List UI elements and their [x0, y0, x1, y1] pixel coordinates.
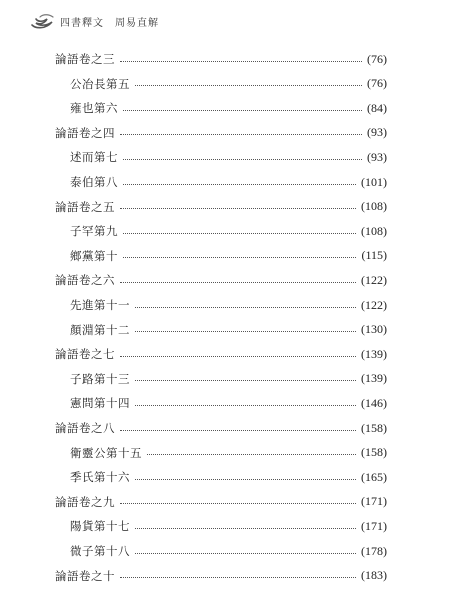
toc-entry-page: (101): [361, 174, 387, 189]
toc-entry-title: 微子第十八: [70, 544, 130, 558]
toc-entry-page: (158): [361, 445, 387, 460]
toc-volume-entry: [55, 50, 387, 68]
toc-entry-title: 公冶長第五: [70, 76, 130, 91]
toc-chapter-entry: [70, 247, 387, 265]
toc-chapter-entry: [70, 517, 387, 535]
toc-entry-page: (115): [361, 248, 387, 263]
toc-entry-page: (171): [361, 494, 387, 509]
toc-entry-title: 先進第十一: [70, 298, 130, 312]
toc-chapter-entry: [70, 99, 387, 117]
dot-leader: [135, 380, 356, 381]
toc-chapter-entry: [70, 75, 387, 93]
toc-entry-page: (122): [361, 272, 387, 287]
toc-entry-title: 論語卷之七: [55, 347, 115, 362]
toc-entry-title: 論語卷之九: [55, 494, 115, 509]
toc-chapter-entry: [70, 148, 387, 166]
toc-entry-title: 子路第十三: [70, 371, 130, 386]
toc-entry-page: (178): [361, 543, 387, 558]
toc-entry-page: (122): [361, 297, 387, 312]
toc-chapter-entry: [70, 222, 387, 240]
toc-entry-title: 論語卷之三: [55, 52, 115, 66]
toc-volume-entry: [55, 419, 387, 437]
dot-leader: [135, 553, 356, 554]
dot-leader: [120, 356, 356, 357]
dot-leader: [135, 307, 356, 308]
toc-entry-title: 衛靈公第十五: [70, 445, 142, 460]
dot-leader: [135, 528, 356, 529]
toc-entry-title: 陽貨第十七: [70, 519, 130, 534]
toc-entry-title: 述而第七: [70, 150, 118, 165]
dot-leader: [120, 430, 356, 431]
toc-entry-page: (108): [361, 223, 387, 238]
dot-leader: [123, 110, 362, 111]
toc-entry-page: (84): [367, 100, 387, 115]
toc-entry-title: 子罕第九: [70, 224, 118, 239]
toc-chapter-entry: [70, 468, 387, 486]
toc-entry-page: (76): [367, 51, 387, 66]
toc-entry-title: 論語卷之六: [55, 273, 115, 288]
toc-entry-title: 季氏第十六: [70, 470, 130, 485]
toc-chapter-entry: [70, 370, 387, 388]
toc-chapter-entry: [70, 444, 387, 462]
toc-entry-title: 論語卷之八: [55, 421, 115, 435]
dot-leader: [120, 503, 356, 504]
toc-entry-page: (158): [361, 420, 387, 435]
toc-entry-title: 顏淵第十二: [70, 322, 130, 337]
toc-entry-title: 泰伯第八: [70, 175, 118, 189]
toc-entry-page: (93): [367, 125, 387, 140]
dot-leader: [120, 208, 356, 209]
toc-entry-page: (130): [361, 322, 387, 337]
page-header: [30, 9, 159, 33]
toc-entry-title: 鄉黨第十: [70, 248, 118, 263]
dot-leader: [135, 331, 356, 332]
dot-leader: [123, 184, 356, 185]
dot-leader: [135, 479, 356, 480]
toc-entry-page: (108): [361, 199, 387, 214]
dot-leader: [135, 405, 356, 406]
toc-entry-title: 論語卷之五: [55, 199, 115, 214]
toc-chapter-entry: [70, 542, 387, 560]
toc-volume-entry: [55, 124, 387, 142]
toc-chapter-entry: [70, 173, 387, 191]
toc-chapter-entry: [70, 296, 387, 314]
toc-entry-page: (139): [361, 371, 387, 386]
toc-volume-entry: [55, 493, 387, 511]
toc-entry-page: (171): [361, 518, 387, 533]
dot-leader: [123, 233, 356, 234]
dot-leader: [120, 134, 362, 135]
toc-entry-page: (183): [361, 568, 387, 583]
dot-leader: [147, 454, 356, 455]
toc-entry-title: 雍也第六: [70, 101, 118, 116]
toc-entry-page: (93): [367, 149, 387, 164]
toc-entry-page: (76): [367, 76, 387, 91]
dot-leader: [120, 577, 356, 578]
toc-entry-page: (165): [361, 469, 387, 484]
toc-volume-entry: [55, 345, 387, 363]
toc-entry-page: (139): [361, 346, 387, 361]
dot-leader: [120, 282, 356, 283]
toc-entry-title: 論語卷之四: [55, 125, 115, 140]
swirl-logo-icon: [30, 12, 56, 30]
toc-volume-entry: [55, 198, 387, 216]
dot-leader: [123, 159, 362, 160]
dot-leader: [135, 85, 362, 86]
dot-leader: [123, 257, 356, 258]
toc-chapter-entry: [70, 394, 387, 412]
toc-entry-title: 論語卷之十: [55, 568, 115, 583]
toc-volume-entry: [55, 271, 387, 289]
toc-entry-page: (146): [361, 395, 387, 410]
running-title: 四書釋文 周易直解: [60, 17, 159, 29]
toc-volume-entry: [55, 567, 387, 585]
dot-leader: [120, 61, 362, 62]
toc-entry-title: 憲問第十四: [70, 396, 130, 411]
toc-chapter-entry: [70, 321, 387, 339]
